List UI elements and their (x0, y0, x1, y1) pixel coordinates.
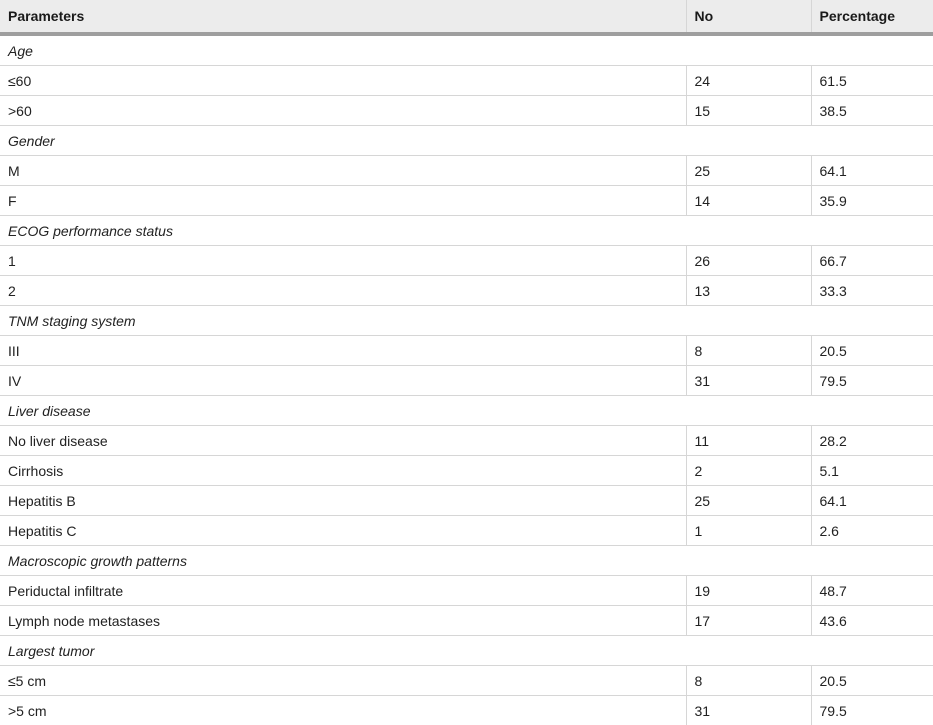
parameter-cell: >5 cm (0, 696, 686, 725)
section-row (0, 546, 933, 576)
percentage-cell: 64.1 (811, 486, 933, 516)
percentage-cell: 28.2 (811, 426, 933, 456)
section-label: ECOG performance status (0, 216, 933, 246)
table-row (0, 336, 933, 366)
parameter-cell: Cirrhosis (0, 456, 686, 486)
percentage-cell: 33.3 (811, 276, 933, 306)
count-cell: 15 (686, 96, 811, 126)
section-row (0, 34, 933, 66)
count-cell: 25 (686, 156, 811, 186)
count-cell: 1 (686, 516, 811, 546)
table-row (0, 96, 933, 126)
percentage-cell: 79.5 (811, 366, 933, 396)
header-row (0, 0, 933, 34)
table-row (0, 516, 933, 546)
table-row (0, 696, 933, 725)
table-header (0, 0, 933, 34)
parameter-cell: Hepatitis B (0, 486, 686, 516)
table-row (0, 606, 933, 636)
section-row (0, 396, 933, 426)
percentage-cell: 64.1 (811, 156, 933, 186)
parameter-cell: 2 (0, 276, 686, 306)
section-label: Liver disease (0, 396, 933, 426)
section-label: Macroscopic growth patterns (0, 546, 933, 576)
section-label: Age (0, 34, 933, 66)
count-cell: 26 (686, 246, 811, 276)
count-cell: 31 (686, 366, 811, 396)
table-row (0, 366, 933, 396)
section-row (0, 126, 933, 156)
table-row (0, 576, 933, 606)
percentage-cell: 5.1 (811, 456, 933, 486)
percentage-cell: 61.5 (811, 66, 933, 96)
count-cell: 8 (686, 666, 811, 696)
count-cell: 24 (686, 66, 811, 96)
count-cell: 11 (686, 426, 811, 456)
count-cell: 19 (686, 576, 811, 606)
section-row (0, 636, 933, 666)
header-percentage: Percentage (811, 0, 933, 34)
percentage-cell: 38.5 (811, 96, 933, 126)
table-row (0, 486, 933, 516)
parameter-cell: >60 (0, 96, 686, 126)
parameter-cell: F (0, 186, 686, 216)
parameter-cell: ≤5 cm (0, 666, 686, 696)
table-row (0, 276, 933, 306)
count-cell: 14 (686, 186, 811, 216)
section-row (0, 306, 933, 336)
count-cell: 13 (686, 276, 811, 306)
table-row (0, 156, 933, 186)
table-row (0, 66, 933, 96)
parameter-cell: M (0, 156, 686, 186)
percentage-cell: 20.5 (811, 666, 933, 696)
percentage-cell: 20.5 (811, 336, 933, 366)
count-cell: 25 (686, 486, 811, 516)
parameter-cell: Hepatitis C (0, 516, 686, 546)
parameter-cell: 1 (0, 246, 686, 276)
percentage-cell: 35.9 (811, 186, 933, 216)
percentage-cell: 48.7 (811, 576, 933, 606)
parameter-cell: III (0, 336, 686, 366)
percentage-cell: 79.5 (811, 696, 933, 725)
count-cell: 8 (686, 336, 811, 366)
section-label: Gender (0, 126, 933, 156)
header-parameters: Parameters (0, 0, 686, 34)
parameter-cell: Lymph node metastases (0, 606, 686, 636)
count-cell: 31 (686, 696, 811, 725)
percentage-cell: 43.6 (811, 606, 933, 636)
table-body (0, 34, 933, 725)
count-cell: 2 (686, 456, 811, 486)
table-row (0, 246, 933, 276)
header-no: No (686, 0, 811, 34)
table-row (0, 666, 933, 696)
percentage-cell: 66.7 (811, 246, 933, 276)
count-cell: 17 (686, 606, 811, 636)
table-row (0, 186, 933, 216)
section-label: Largest tumor (0, 636, 933, 666)
parameter-cell: ≤60 (0, 66, 686, 96)
section-row (0, 216, 933, 246)
parameter-cell: No liver disease (0, 426, 686, 456)
percentage-cell: 2.6 (811, 516, 933, 546)
parameter-cell: Periductal infiltrate (0, 576, 686, 606)
section-label: TNM staging system (0, 306, 933, 336)
parameter-cell: IV (0, 366, 686, 396)
table-row (0, 426, 933, 456)
table-row (0, 456, 933, 486)
